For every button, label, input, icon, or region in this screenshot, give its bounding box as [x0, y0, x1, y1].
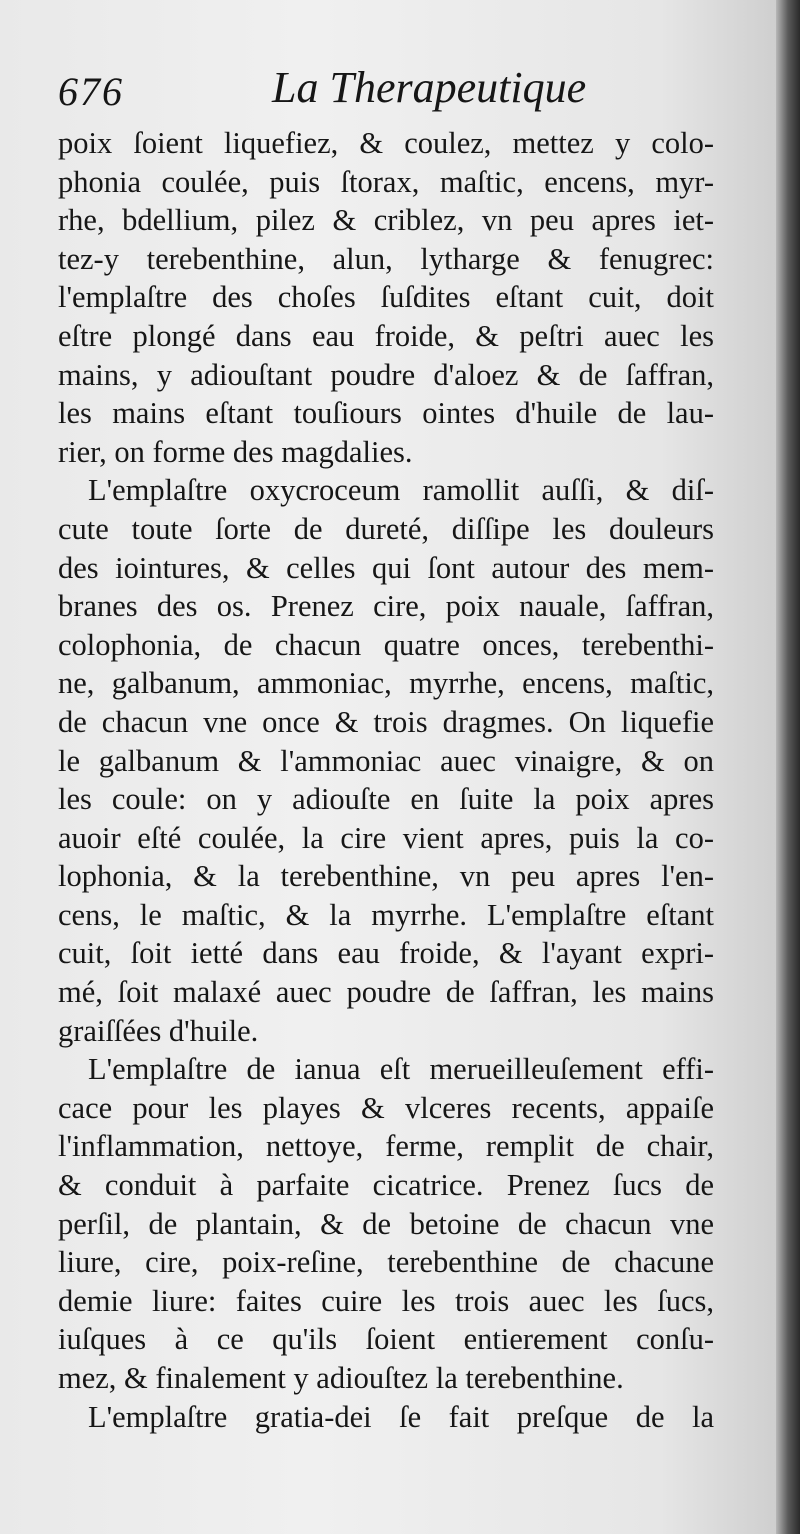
text-line: rhe, bdellium, pilez & criblez, vn peu apres iet- [58, 203, 714, 238]
text-line: colophonia, de chacun quatre onces, terebenthi- [58, 627, 714, 662]
text-line: iuſques à ce qu'ils ſoient entierement conſu- [58, 1322, 714, 1357]
text-line: l'inflammation, nettoye, ferme, remplit de chair, [58, 1129, 714, 1164]
text-line: les mains eſtant touſiours ointes d'huile de lau- [58, 396, 714, 431]
page-number: 676 [58, 69, 124, 114]
paragraph-2 [58, 471, 714, 1050]
text-line: perſil, de plantain, & de betoine de chacun vne [58, 1206, 714, 1241]
text-line: cens, le maſtic, & la myrrhe. L'emplaſtre eſtant [58, 897, 714, 932]
text-line: mez, & finalement y adiouſtez la terebenthine. [58, 1361, 624, 1395]
running-title: La Therapeutique [272, 63, 587, 112]
text-line: poix ſoient liquefiez, & coulez, mettez y colo- [58, 126, 714, 160]
body-text [58, 124, 714, 1436]
text-line: cute toute ſorte de dureté, diſſipe les douleurs [58, 511, 714, 546]
page-edge-shadow [776, 0, 800, 1534]
text-line: L'emplaſtre de ianua eſt merueilleuſement effi- [88, 1052, 714, 1087]
text-line: les coule: on y adiouſte en ſuite la poix apres [58, 782, 714, 817]
text-line: L'emplaſtre oxycroceum ramollit auſſi, & diſ- [88, 473, 714, 508]
text-line: demie liure: faites cuire les trois auec les ſucs, [58, 1283, 714, 1318]
text-line: le galbanum & l'ammoniac auec vinaigre, & on [58, 743, 714, 778]
text-line: rier, on forme des magdalies. [58, 434, 413, 469]
text-line: & conduit à parfaite cicatrice. Prenez ſucs de [58, 1168, 714, 1203]
text-line: phonia coulée, puis ſtorax, maſtic, encens, myr- [58, 164, 714, 199]
text-line: branes des os. Prenez cire, poix nauale, ſaffran, [58, 589, 714, 624]
text-line: cuit, ſoit ietté dans eau froide, & l'ayant expri- [58, 936, 714, 971]
text-line: l'emplaſtre des choſes ſuſdites eſtant cuit, doit [58, 280, 714, 315]
text-line: eſtre plongé dans eau froide, & peſtri auec les [58, 318, 714, 353]
text-line: cace pour les playes & vlceres recents, appaiſe [58, 1090, 714, 1125]
text-line: tez-y terebenthine, alun, lytharge & fenugrec: [58, 241, 714, 276]
paragraph-1 [58, 124, 714, 471]
paragraph-4 [58, 1398, 714, 1437]
text-line: lophonia, & la terebenthine, vn peu apres l'en- [58, 859, 714, 894]
text-line: mains, y adiouſtant poudre d'aloez & de ſaffran, [58, 357, 714, 392]
text-line: auoir eſté coulée, la cire vient apres, puis la co- [58, 820, 714, 855]
paragraph-3 [58, 1050, 714, 1397]
text-line: liure, cire, poix-reſine, terebenthine de chacune [58, 1245, 714, 1280]
text-line: de chacun vne once & trois dragmes. On liquefie [58, 704, 714, 739]
page-header [58, 62, 718, 122]
text-line: ne, galbanum, ammoniac, myrrhe, encens, maſtic, [58, 666, 714, 701]
text-line: L'emplaſtre gratia-dei ſe fait preſque de la [88, 1399, 714, 1434]
text-line: mé, ſoit malaxé auec poudre de ſaffran, les mains [58, 975, 714, 1010]
text-line: des iointures, & celles qui ſont autour des mem- [58, 550, 714, 585]
text-line: graiſſées d'huile. [58, 1013, 259, 1048]
